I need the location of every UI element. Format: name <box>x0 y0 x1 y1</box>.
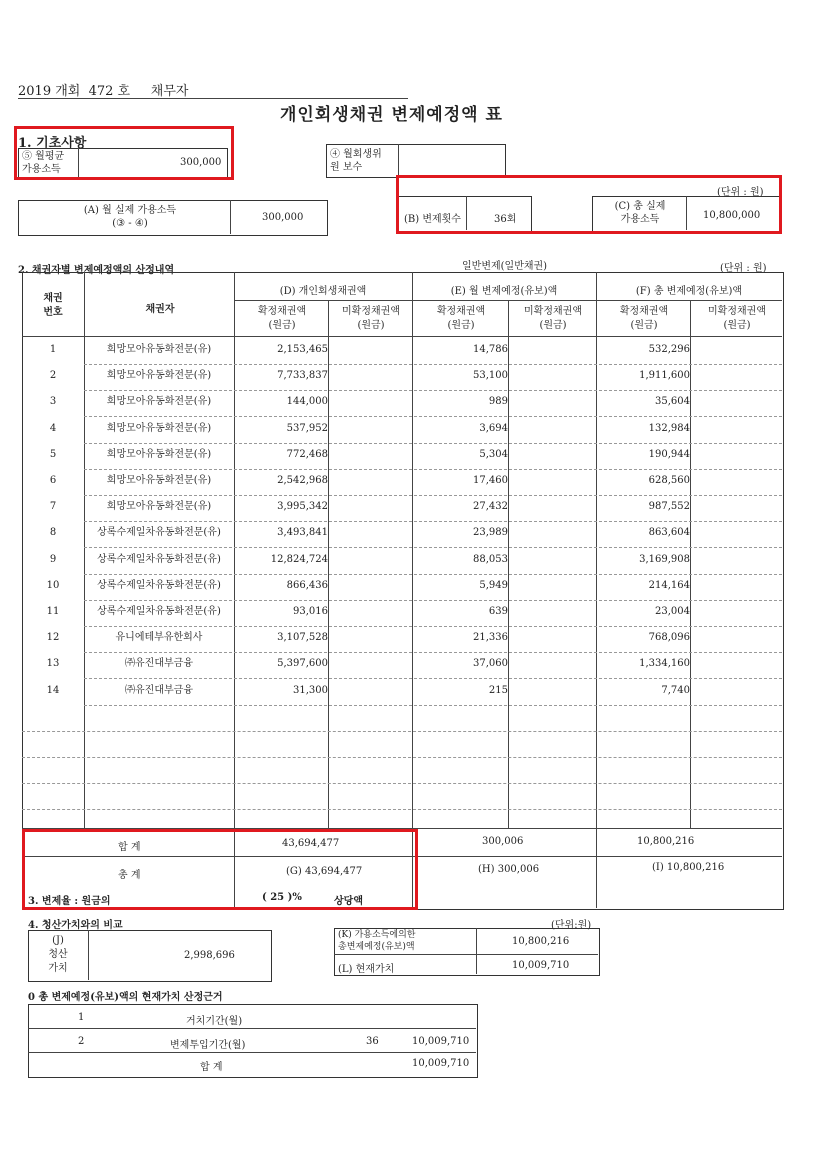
divider <box>234 300 782 301</box>
highlight-basics <box>14 126 234 180</box>
row-no: 13 <box>46 658 60 670</box>
row-divider <box>84 626 782 627</box>
row-divider <box>84 600 782 601</box>
basis-sum-label: 합 계 <box>200 1062 223 1073</box>
case-no: 472 호 <box>88 84 131 99</box>
total-g: (G) 43,694,477 <box>286 866 363 877</box>
total-label: 총 계 <box>118 870 141 881</box>
row-e-confirmed: 17,460 <box>473 475 508 486</box>
total-i: (I) 10,800,216 <box>652 862 725 873</box>
row-d-confirmed: 3,995,342 <box>277 501 328 513</box>
sum-label: 합 계 <box>118 842 141 853</box>
row-d-confirmed: 12,824,724 <box>270 553 328 565</box>
divider <box>234 272 235 908</box>
b-value: 36회 <box>494 214 517 225</box>
col-no-header: 채권 번호 <box>43 293 63 318</box>
row-d-confirmed: 2,542,968 <box>277 475 328 486</box>
row-creditor: ㈜유진대부금융 <box>125 658 193 670</box>
row-creditor: 상록수제일차유동화전문(유) <box>97 527 221 539</box>
row-f-confirmed: 628,560 <box>648 475 690 486</box>
row-f-confirmed: 35,604 <box>655 396 690 408</box>
row-f-confirmed: 768,096 <box>648 632 690 644</box>
row-e-confirmed: 5,304 <box>479 448 508 460</box>
row-divider <box>84 469 782 470</box>
b-label: (B) 변제횟수 <box>404 214 461 225</box>
row-no: 14 <box>46 684 60 696</box>
basis-r2-months: 36 <box>366 1036 379 1047</box>
row-no: 2 <box>49 370 57 382</box>
avg-income-label: ⑤ 월평균 가용소득 <box>22 151 65 175</box>
empty-row-divider <box>22 783 782 784</box>
row-divider <box>84 547 782 548</box>
e-unconfirmed-header: 미확정채권액 (원금) <box>524 306 582 331</box>
section2-unit: (단위 : 원) <box>720 263 767 274</box>
highlight-totals <box>22 829 418 910</box>
row-e-confirmed: 27,432 <box>473 501 508 513</box>
row-d-confirmed: 93,016 <box>293 606 328 617</box>
row-creditor: 유니에테부유한회사 <box>115 632 203 644</box>
row-creditor: 상록수제일차유동화전문(유) <box>97 579 221 591</box>
row-no: 12 <box>46 632 60 644</box>
basis-sum-value: 10,009,710 <box>412 1058 470 1069</box>
avg-income-value: 300,000 <box>180 157 222 168</box>
divider <box>476 928 477 974</box>
row-d-confirmed: 3,107,528 <box>277 632 328 644</box>
k-value: 10,800,216 <box>512 936 570 947</box>
row-creditor: 희망모아유동화전문(유) <box>106 422 212 434</box>
row-divider <box>84 390 782 391</box>
row-no: 11 <box>46 606 60 617</box>
row-creditor: 희망모아유동화전문(유) <box>106 370 212 382</box>
row-divider <box>84 443 782 444</box>
row-no: 6 <box>49 475 57 486</box>
row-creditor: 희망모아유동화전문(유) <box>106 396 212 408</box>
row-d-confirmed: 772,468 <box>286 448 328 460</box>
d-confirmed-header: 확정채권액 (원금) <box>257 306 307 331</box>
row-no: 4 <box>49 422 57 434</box>
page-title: 개인회생채권 변제예정액 표 <box>280 105 503 125</box>
row-divider <box>84 678 782 679</box>
section4-unit: (단위:원) <box>551 920 592 931</box>
f-unconfirmed-header: 미확정채권액 (원금) <box>708 306 766 331</box>
divider <box>230 200 231 234</box>
row-d-confirmed: 7,733,837 <box>277 370 328 382</box>
empty-row-divider <box>22 731 782 732</box>
section3-title: 3. 변제율 : 원금의 <box>28 896 111 907</box>
row-e-confirmed: 3,694 <box>479 422 508 434</box>
section2-subtitle: 일반변제(일반채권) <box>462 261 548 272</box>
l-value: 10,009,710 <box>512 960 570 971</box>
section4-title: 4. 청산가치와의 비교 <box>28 920 123 931</box>
row-creditor: 상록수제일차유동화전문(유) <box>97 606 221 617</box>
row-d-confirmed: 2,153,465 <box>277 344 328 355</box>
row-d-confirmed: 866,436 <box>286 579 328 591</box>
e-confirmed-header: 확정채권액 (원금) <box>436 306 486 331</box>
basis-r1-label: 거치기간(월) <box>186 1016 243 1027</box>
divider <box>508 300 509 828</box>
d-unconfirmed-header: 미확정채권액 (원금) <box>342 306 400 331</box>
section1-unit: (단위 : 원) <box>717 187 764 198</box>
section2-title: 2. 채권자별 변제예정액의 산정내역 <box>18 265 175 276</box>
c-label: (C) 총 실제 가용소득 <box>614 201 666 225</box>
basis-table <box>28 1004 478 1078</box>
row-f-confirmed: 863,604 <box>648 527 690 539</box>
row-d-confirmed: 3,493,841 <box>277 527 328 539</box>
row-divider <box>84 705 782 706</box>
f-confirmed-header: 확정채권액 (원금) <box>619 306 669 331</box>
row-e-confirmed: 23,989 <box>473 527 508 539</box>
col-f-header: (F) 총 변제예정(유보)액 <box>635 286 743 297</box>
divider <box>690 300 691 828</box>
row-d-confirmed: 537,952 <box>286 422 328 434</box>
divider <box>28 1028 476 1029</box>
row-divider <box>84 364 782 365</box>
row-f-confirmed: 532,296 <box>648 344 690 355</box>
row-no: 8 <box>49 527 57 539</box>
row-f-confirmed: 214,164 <box>648 579 690 591</box>
row-no: 5 <box>49 448 57 460</box>
basis-r2-no: 2 <box>78 1036 85 1047</box>
section1-title: 1. 기초사항 <box>18 136 87 151</box>
row-creditor: 희망모아유동화전문(유) <box>106 448 212 460</box>
row-d-confirmed: 5,397,600 <box>277 658 328 670</box>
divider <box>596 272 597 908</box>
row-f-confirmed: 132,984 <box>648 422 690 434</box>
empty-row-divider <box>22 809 782 810</box>
row-divider <box>84 574 782 575</box>
basis-r2-value: 10,009,710 <box>412 1036 470 1047</box>
divider <box>328 300 329 828</box>
a-label: (A) 월 실제 가용소득 (③ - ④) <box>83 205 177 229</box>
divider <box>84 272 85 828</box>
sum-e: 300,006 <box>482 836 524 847</box>
row-no: 1 <box>49 344 57 355</box>
row-creditor: 상록수제일차유동화전문(유) <box>97 553 221 565</box>
total-h: (H) 300,006 <box>478 864 540 875</box>
row-divider <box>84 652 782 653</box>
j-value: 2,998,696 <box>184 950 235 961</box>
row-d-confirmed: 144,000 <box>286 396 328 408</box>
row-f-confirmed: 3,169,908 <box>639 553 690 565</box>
a-value: 300,000 <box>262 212 304 223</box>
basis-title: 0 총 변제예정(유보)액의 현재가치 산정근거 <box>28 992 223 1003</box>
repayment-rate: ( 25 )% <box>262 892 302 903</box>
header-underline <box>18 98 408 99</box>
row-divider <box>84 521 782 522</box>
row-divider <box>84 495 782 496</box>
divider <box>412 272 413 908</box>
row-no: 9 <box>49 553 57 565</box>
row-d-confirmed: 31,300 <box>293 684 328 696</box>
divider <box>22 336 782 337</box>
rate-suffix: 상당액 <box>334 896 363 907</box>
row-creditor: 희망모아유동화전문(유) <box>106 475 212 486</box>
basis-r2-label: 변제투입기간(월) <box>170 1040 246 1051</box>
row-f-confirmed: 23,004 <box>655 606 690 617</box>
row-e-confirmed: 21,336 <box>473 632 508 644</box>
divider <box>88 930 89 980</box>
sum-d: 43,694,477 <box>282 838 340 849</box>
col-d-header: (D) 개인회생채권액 <box>279 286 367 297</box>
row-e-confirmed: 215 <box>488 684 508 696</box>
row-e-confirmed: 37,060 <box>473 658 508 670</box>
row-e-confirmed: 5,949 <box>479 579 508 591</box>
sum-f: 10,800,216 <box>637 836 695 847</box>
row-no: 3 <box>49 396 57 408</box>
row-f-confirmed: 7,740 <box>661 684 690 696</box>
j-label: (J) 청산 가치 <box>48 935 68 974</box>
row-e-confirmed: 88,053 <box>473 553 508 565</box>
row-f-confirmed: 190,944 <box>648 448 690 460</box>
row-creditor: 희망모아유동화전문(유) <box>106 344 212 355</box>
c-value: 10,800,000 <box>703 210 761 221</box>
row-creditor: 희망모아유동화전문(유) <box>106 501 212 513</box>
row-e-confirmed: 639 <box>488 606 508 617</box>
case-number <box>18 80 188 99</box>
living-fee-label: ④ 월회생위 원 보수 <box>330 149 382 173</box>
row-f-confirmed: 1,911,600 <box>639 370 690 382</box>
empty-row-divider <box>22 757 782 758</box>
row-divider <box>84 416 782 417</box>
row-e-confirmed: 14,786 <box>473 344 508 355</box>
row-no: 10 <box>46 579 60 591</box>
highlight-repayment <box>396 175 782 234</box>
row-f-confirmed: 1,334,160 <box>639 658 690 670</box>
row-f-confirmed: 987,552 <box>648 501 690 513</box>
l-label: (L) 현재가치 <box>338 964 395 975</box>
case-prefix: 2019 개회 <box>18 84 81 99</box>
k-label: (K) 가용소득에의한 총변제예정(유보)액 <box>338 930 416 952</box>
basis-r1-no: 1 <box>78 1012 85 1023</box>
row-no: 7 <box>49 501 57 513</box>
col-creditor-header: 채권자 <box>145 304 175 315</box>
divider <box>28 1052 476 1053</box>
divider <box>398 144 399 176</box>
divider <box>334 954 598 955</box>
row-creditor: ㈜유진대부금융 <box>125 684 193 696</box>
debtor-label: 채무자 <box>150 84 189 99</box>
col-e-header: (E) 월 변제예정(유보)액 <box>450 286 558 297</box>
row-e-confirmed: 989 <box>488 396 508 408</box>
row-e-confirmed: 53,100 <box>473 370 508 382</box>
